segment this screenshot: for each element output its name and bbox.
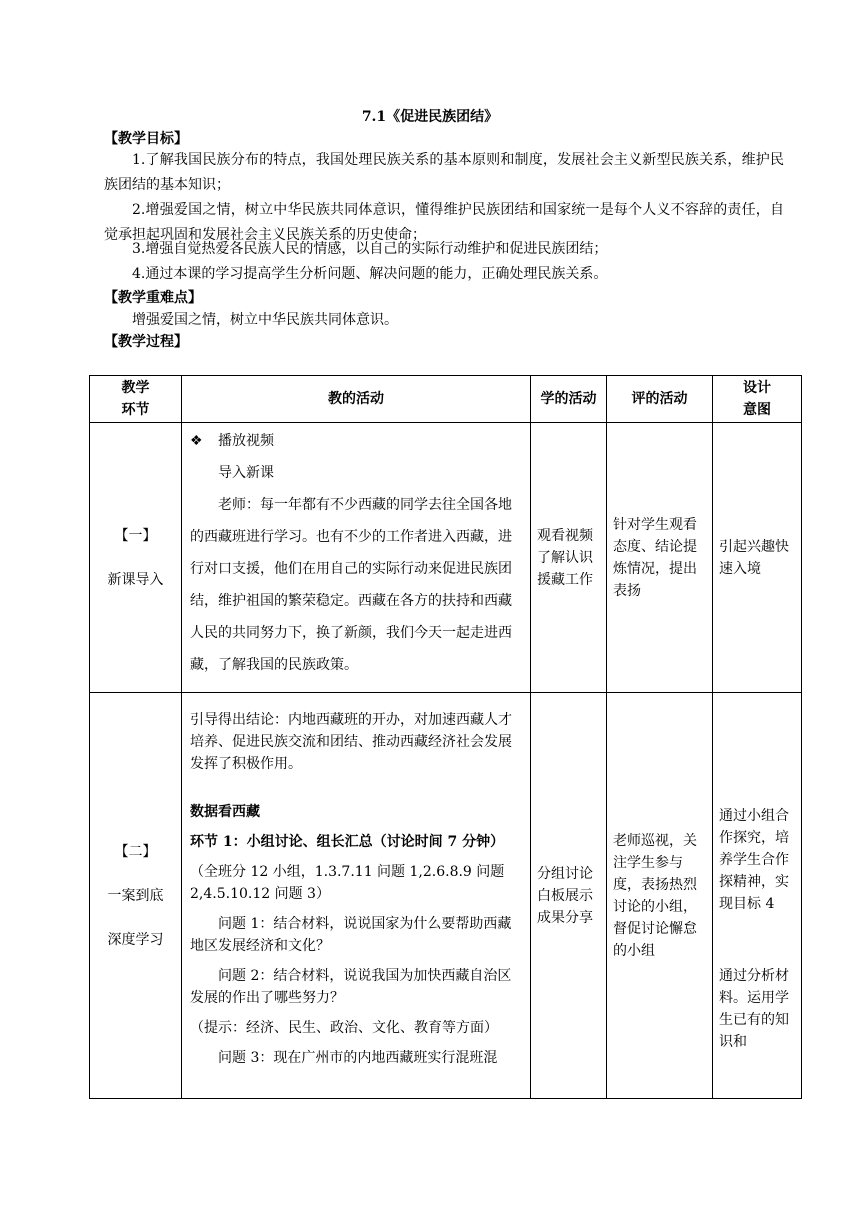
stage-number: 【二】 xyxy=(114,843,157,860)
table-row xyxy=(90,423,802,693)
diamond-bullet-icon: ❖ xyxy=(190,433,203,449)
stage-cell-1 xyxy=(90,423,182,693)
design-intent-cell-2: 通过小组合作探究，培养学生合作探精神，实现目标 4 通过分析材料。运用学生已有的知识和 xyxy=(713,693,802,1099)
evaluation-cell-2: 老师巡视，关注学生参与度，表扬热烈讨论的小组，督促讨论懈怠的小组 xyxy=(607,693,713,1099)
teaching-process-table xyxy=(89,375,802,1099)
student-activity-cell-1: 观看视频了解认识援藏工作 xyxy=(531,423,607,693)
objective-item-3: 3.增强自觉热爱各民族人民的情感，以自己的实际行动维护和促进民族团结； xyxy=(132,241,608,257)
objective-item-2: 2.增强爱国之情，树立中华民族共同体意识，懂得维护民族团结和国家统一是每个人义不容辞的责任，自觉承担起巩固和发展社会主义民族关系的历史使命； xyxy=(104,202,784,243)
stage-name-line2: 深度学习 xyxy=(107,931,164,948)
objective-item-4: 4.通过本课的学习提高学生分析问题、解决问题的能力，正确处理民族关系。 xyxy=(132,266,608,282)
teacher-activity-cell-2: 引导得出结论：内地西藏班的开办，对加速西藏人才培养、促进民族交流和团结、推动西藏经济社会发展发挥了积极作用。 数据看西藏 环节 1：小组讨论、组长汇总（讨论时间 7 分钟） （全班分 12 小组，1.3.7.11 问题 1,2.6.8.9 问题 2,4.5.10.12 问题 3） 问题 1：结合材料，说说国家为什么要帮助西藏地区发展经济和文化？ 问题 2：结合材料，说说我国为加快西藏自治区发展的作出了哪些努力？ （提示：经济、民生、政治、文化、教育等方面） 问题 3：现在广州市的内地西藏班实行混班混 xyxy=(182,693,531,1099)
document-title: 7.1《促进民族团结》 xyxy=(361,109,499,125)
key-points-text: 增强爱国之情，树立中华民族共同体意识。 xyxy=(132,312,398,328)
key-points-heading: 【教学重难点】 xyxy=(104,290,202,306)
table-row xyxy=(90,693,802,1099)
design-intent-cell-1: 引起兴趣快速入境 xyxy=(713,423,802,693)
objectives-heading: 【教学目标】 xyxy=(104,131,188,147)
header-stage: 教学 环节 xyxy=(90,376,182,423)
header-design-intent: 设计 意图 xyxy=(713,376,802,423)
objective-item-1: 1.了解我国民族分布的特点，我国处理民族关系的基本原则和制度，发展社会主义新型民族关系，维护民族团结的基本知识； xyxy=(104,152,784,193)
header-evaluation-activity: 评的活动 xyxy=(607,376,713,423)
header-teacher-activity: 教的活动 xyxy=(182,376,531,423)
teacher-activity-cell-1: ❖ 播放视频 导入新课 老师：每一年都有不少西藏的同学去往全国各地的西藏班进行学习。也有不少的工作者进入西藏，进行对口支援，他们在用自己的实际行动来促进民族团结，维护祖国的繁荣稳定。西藏在各方的扶持和西藏人民的共同努力下，换了新颜，我们今天一起走进西藏，了解我国的民族政策。 xyxy=(182,423,531,693)
stage-number: 【一】 xyxy=(114,527,157,544)
stage-name-line1: 一案到底 xyxy=(107,887,164,904)
table-header-row xyxy=(90,376,802,423)
stage-cell-2 xyxy=(90,693,182,1099)
stage-name: 新课导入 xyxy=(107,571,164,588)
header-student-activity: 学的活动 xyxy=(531,376,607,423)
student-activity-cell-2: 分组讨论白板展示成果分享 xyxy=(531,693,607,1099)
evaluation-cell-1: 针对学生观看态度、结论提炼情况，提出表扬 xyxy=(607,423,713,693)
process-heading: 【教学过程】 xyxy=(104,334,188,350)
